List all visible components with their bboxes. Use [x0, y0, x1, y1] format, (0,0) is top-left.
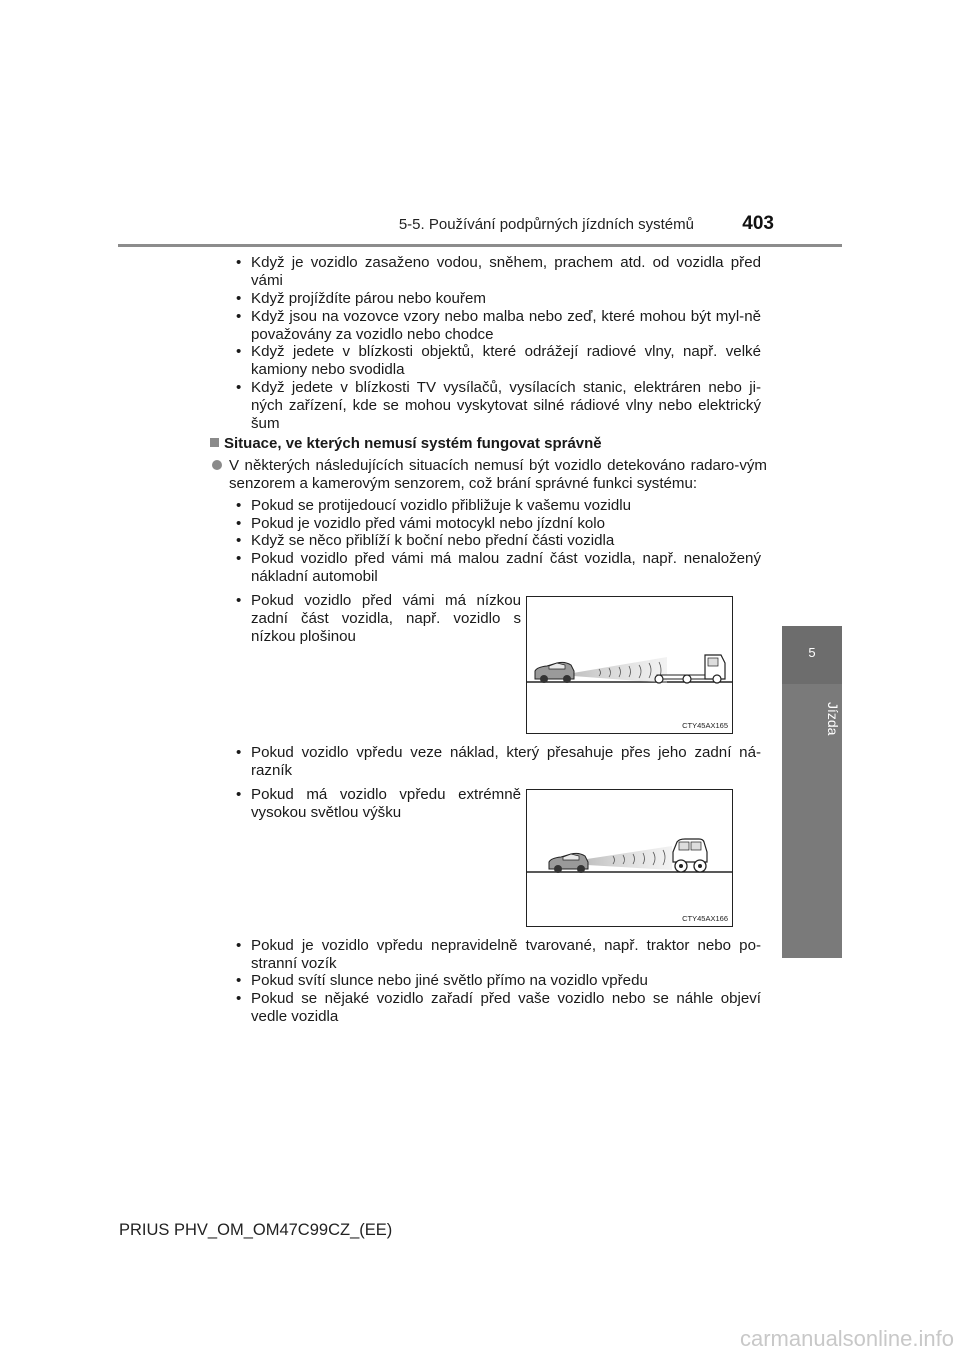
figure-code: CTY45AX165: [682, 721, 728, 730]
list-item: • Když se něco přiblíží k boční nebo přední části vozidla: [236, 532, 615, 549]
list-item: • Když projíždíte párou nebo kouřem: [236, 290, 486, 307]
figure-code: CTY45AX166: [682, 914, 728, 923]
list-item: • Pokud se protijedoucí vozidlo přibližuje k vašemu vozidlu: [236, 497, 632, 514]
lead-paragraph: V některých následujících situacích nemusí být vozidlo detekováno radaro-vým senzorem a kamerovým senzorem, což brání správné funkci systému:: [212, 457, 767, 493]
list-item: • Pokud vozidlo před vámi má malou zadní část vozidla, např. nenaložený nákladní automobil: [236, 550, 761, 585]
list-item: • Pokud svítí slunce nebo jiné světlo přímo na vozidlo vpředu: [236, 972, 648, 989]
chapter-tab[interactable]: [782, 626, 842, 684]
page-number: 403: [742, 213, 774, 234]
chapter-label: Jízda: [825, 702, 841, 736]
list-item: • Když jedete v blízkosti TV vysílačů, vysílacích stanic, elektráren nebo ji-ných zařízení, kde se mohou vyskytovat silné rádiové vlny nebo elektrický šum: [236, 379, 761, 432]
list-item: • Pokud vozidlo vpředu veze náklad, který přesahuje přes jeho zadní ná-razník: [236, 744, 761, 779]
bullet-dot: •: [236, 786, 242, 803]
bullet-dot: •: [236, 744, 242, 761]
figure-caption: • Pokud má vozidlo vpředu extrémně vysokou světlou výšku: [236, 786, 521, 821]
high-clearance-vehicle-illustration: [527, 790, 732, 926]
bullet-dot: •: [236, 254, 242, 271]
figure-caption: • Pokud vozidlo před vámi má nízkou zadní část vozidla, např. vozidlo s nízkou plošinou: [236, 592, 521, 645]
watermark: carmanualsonline.info: [739, 1326, 954, 1351]
section-heading: Situace, ve kterých nemusí systém fungovat správně: [210, 435, 602, 452]
chapter-number: 5: [808, 645, 816, 660]
bullet-dot: •: [236, 990, 242, 1007]
section-title: 5-5. Používání podpůrných jízdních systémů: [398, 216, 694, 233]
low-rear-truck-illustration: [527, 597, 732, 733]
bullet-dot: •: [236, 972, 242, 989]
circle-bullet-icon: [212, 460, 222, 470]
document-code: PRIUS PHV_OM_OM47C99CZ_(EE): [119, 1221, 393, 1239]
list-item: • Když jedete v blízkosti objektů, které odrážejí radiové vlny, např. velké kamiony nebo svodidla: [236, 343, 761, 378]
figure-high-clearance-vehicle: [526, 789, 733, 927]
bullet-dot: •: [236, 343, 242, 360]
bullet-dot: •: [236, 497, 242, 514]
bullet-dot: •: [236, 550, 242, 567]
bullet-dot: •: [236, 308, 242, 325]
square-bullet-icon: [210, 438, 219, 447]
bullet-dot: •: [236, 937, 242, 954]
list-item: • Když jsou na vozovce vzory nebo malba nebo zeď, které mohou být myl-ně považovány za vozidlo nebo chodce: [236, 308, 761, 343]
bullet-dot: •: [236, 592, 242, 609]
bullet-dot: •: [236, 532, 242, 549]
page-header: [0, 0, 960, 250]
list-item: • Pokud je vozidlo před vámi motocykl nebo jízdní kolo: [236, 515, 606, 532]
bullet-dot: •: [236, 515, 242, 532]
list-item: • Když je vozidlo zasaženo vodou, sněhem, prachem atd. od vozidla před vámi: [236, 254, 761, 289]
header-divider: [118, 244, 842, 247]
list-item: • Pokud se nějaké vozidlo zařadí před vaše vozidlo nebo se náhle objeví vedle vozidla: [236, 990, 761, 1025]
list-item: • Pokud je vozidlo vpředu nepravidelně tvarované, např. traktor nebo po-stranní vozík: [236, 937, 761, 972]
figure-low-rear-truck: [526, 596, 733, 734]
bullet-dot: •: [236, 290, 242, 307]
bullet-dot: •: [236, 379, 242, 396]
